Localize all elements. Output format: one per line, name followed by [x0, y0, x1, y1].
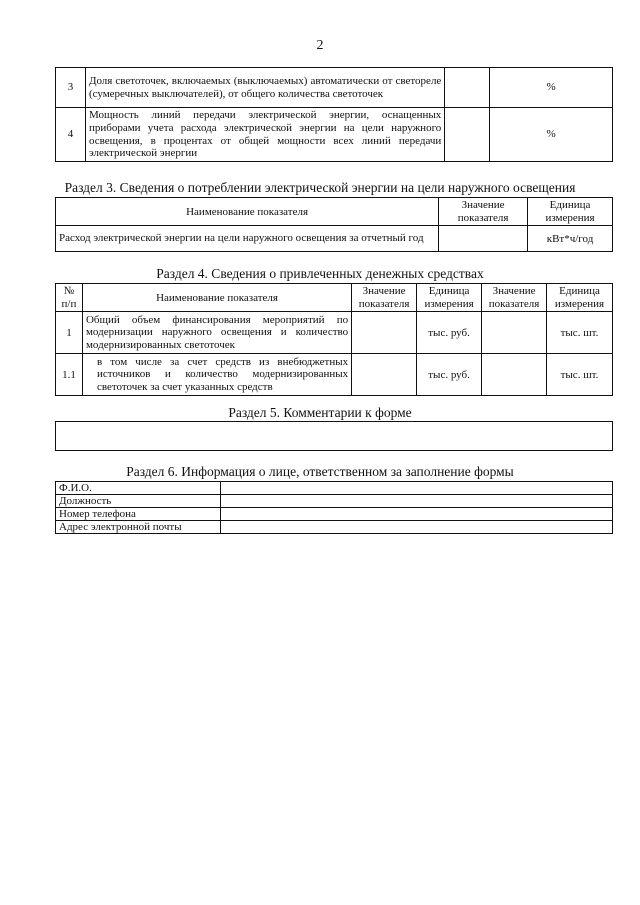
field-label: Должность [56, 495, 221, 508]
section3-title: Раздел 3. Сведения о потреблении электрической энергии на цели наружного освещения [64, 180, 576, 195]
header-unit: Единица измерения [547, 284, 613, 312]
indicator-name: в том числе за счет средств из внебюджетных источников и количество модернизированных светоточек за счет указанных средств [82, 354, 351, 396]
indicator-unit: кВт*ч/год [528, 226, 613, 252]
indicator-name: Доля светоточек, включаемых (выключаемых) автоматически от светореле (сумеречных выключателей), от общего количества светоточек [85, 68, 444, 108]
header-name: Наименование показателя [56, 198, 439, 226]
indicator-name: Общий объем финансирования мероприятий по модернизации наружного освещения и количество модернизированных светоточек [82, 312, 351, 354]
email-field[interactable] [220, 521, 612, 534]
section4-title: Раздел 4. Сведения о привлеченных денежных средствах [156, 266, 484, 281]
indicator-name: Мощность линий передачи электрической энергии, оснащенных приборами учета расхода электрической энергии на цели наружного освещения, в процентах от общей мощности всех линий передачи электрической энергии [85, 108, 444, 162]
indicator-value[interactable] [445, 68, 490, 108]
indicator-value[interactable] [352, 354, 417, 396]
phone-field[interactable] [220, 508, 612, 521]
page-number: 2 [316, 38, 324, 53]
table-row [56, 108, 613, 162]
section6-title: Раздел 6. Информация о лице, ответственном за заполнение формы [126, 464, 514, 479]
row-number: 3 [56, 68, 86, 108]
header-num: № п/п [56, 284, 83, 312]
header-value: Значение показателя [352, 284, 417, 312]
header-name: Наименование показателя [82, 284, 351, 312]
row-number: 1 [56, 312, 83, 354]
table-header-row [56, 198, 613, 226]
row-number: 4 [56, 108, 86, 162]
indicator-value[interactable] [439, 226, 528, 252]
table-row [56, 312, 613, 354]
comments-field[interactable] [56, 422, 613, 451]
header-unit: Единица измерения [417, 284, 482, 312]
section5-title: Раздел 5. Комментарии к форме [228, 405, 412, 420]
field-label: Адрес электронной почты [56, 521, 221, 534]
table-row [56, 508, 613, 521]
table-row [56, 68, 613, 108]
indicator-value[interactable] [445, 108, 490, 162]
indicator-unit: тыс. шт. [547, 312, 613, 354]
table-row [56, 495, 613, 508]
fio-field[interactable] [220, 482, 612, 495]
indicator-value[interactable] [482, 312, 547, 354]
indicator-value[interactable] [352, 312, 417, 354]
indicator-unit: % [490, 108, 613, 162]
table-row [56, 354, 613, 396]
indicator-unit: тыс. шт. [547, 354, 613, 396]
field-label: Номер телефона [56, 508, 221, 521]
row-number: 1.1 [56, 354, 83, 396]
position-field[interactable] [220, 495, 612, 508]
indicator-unit: % [490, 68, 613, 108]
indicator-value[interactable] [482, 354, 547, 396]
indicator-name: Расход электрической энергии на цели наружного освещения за отчетный год [56, 226, 439, 252]
indicator-unit: тыс. руб. [417, 354, 482, 396]
table-row [56, 521, 613, 534]
indicator-unit: тыс. руб. [417, 312, 482, 354]
field-label: Ф.И.О. [56, 482, 221, 495]
responsible-person-table [55, 481, 613, 534]
header-value: Значение показателя [439, 198, 528, 226]
funding-table [55, 283, 613, 396]
table-row [56, 226, 613, 252]
header-unit: Единица измерения [528, 198, 613, 226]
table-row [56, 422, 613, 451]
header-value: Значение показателя [482, 284, 547, 312]
indicators-table-continued [55, 67, 613, 162]
electricity-consumption-table [55, 197, 613, 252]
comments-table [55, 421, 613, 451]
table-row [56, 482, 613, 495]
table-header-row [56, 284, 613, 312]
